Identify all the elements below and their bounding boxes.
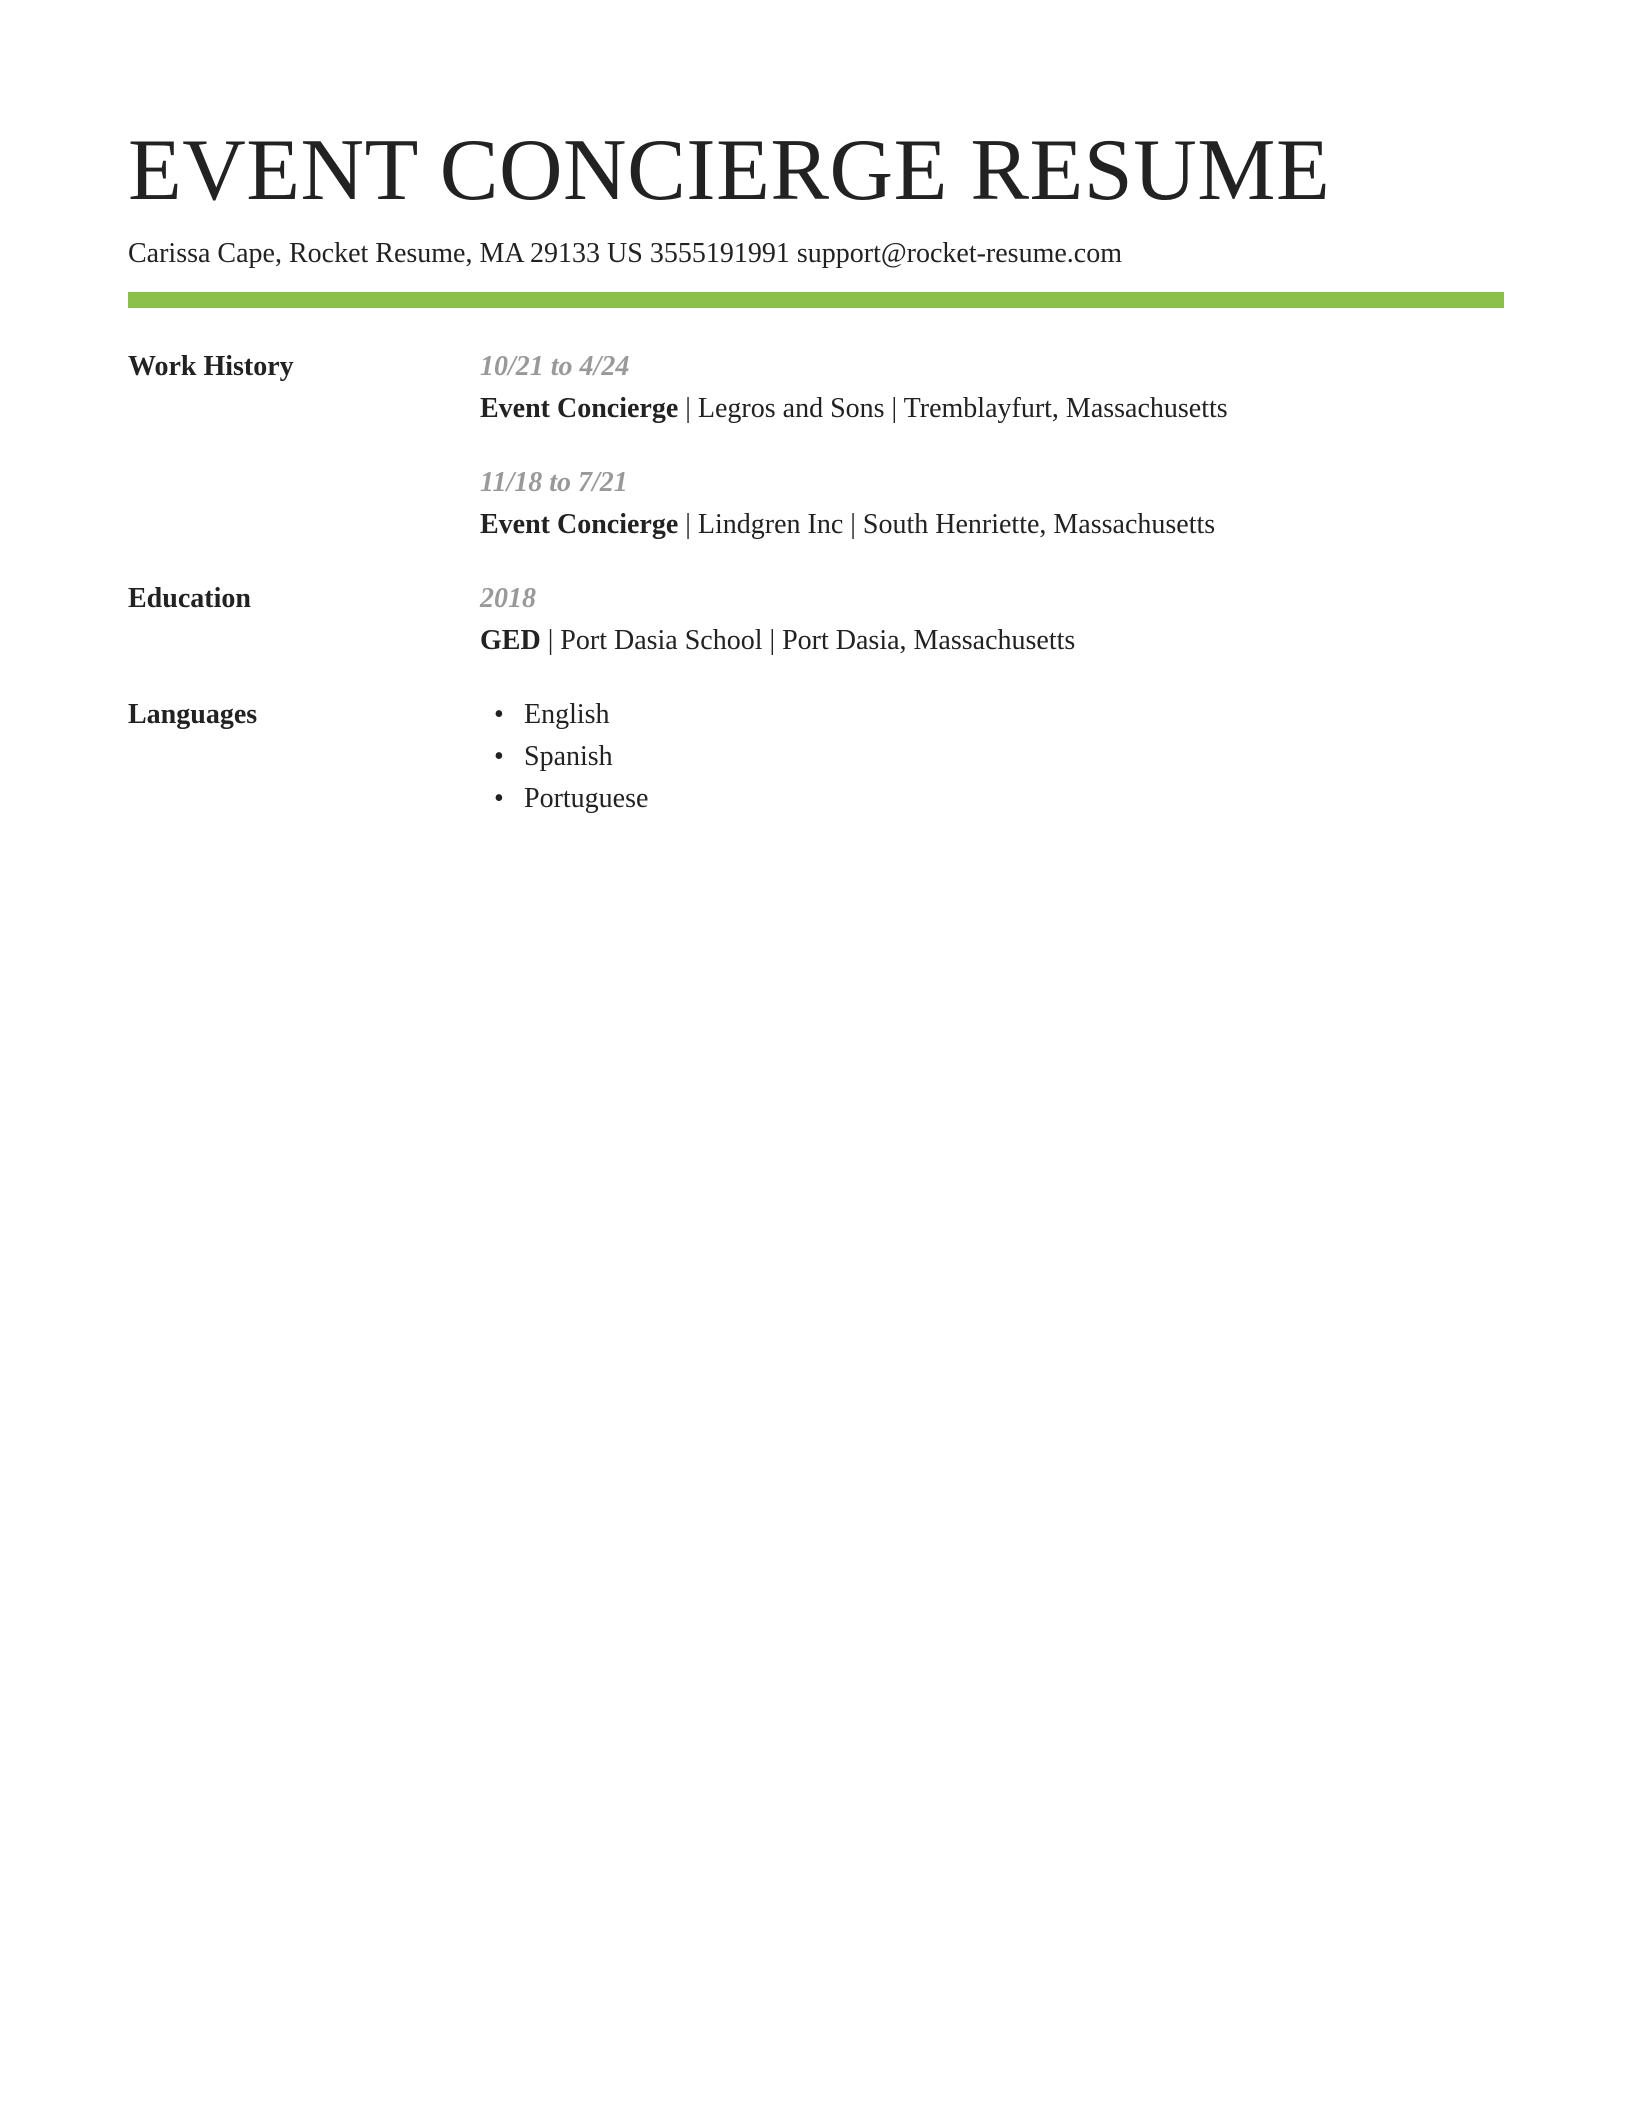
work-entry [480, 465, 1504, 543]
work-entry-date: 10/21 to 4/24 [480, 351, 630, 382]
work-entry-role: Event Concierge [480, 393, 679, 424]
language-item [480, 697, 1504, 733]
language-item [480, 781, 1504, 817]
languages-label: Languages [128, 699, 258, 730]
education-entry-details: | Port Dasia School | Port Dasia, Massachusetts [540, 625, 1076, 656]
languages-list [480, 697, 1504, 817]
work-history-label: Work History [128, 351, 294, 382]
work-entry-details: | Legros and Sons | Tremblayfurt, Massachusetts [678, 393, 1228, 424]
work-entry [480, 349, 1504, 427]
work-entry-line [480, 507, 1504, 543]
work-entry-details: | Lindgren Inc | South Henriette, Massachusetts [678, 509, 1216, 540]
education-entry-degree: GED [480, 625, 541, 656]
languages-section [128, 697, 1504, 823]
header-divider [128, 292, 1504, 308]
contact-phone: 3555191991 [649, 238, 790, 269]
education-entry-line [480, 623, 1504, 659]
education-label: Education [128, 583, 251, 614]
education-entries [480, 581, 1504, 697]
education-entry [480, 581, 1504, 659]
bullet-icon: • [494, 699, 504, 730]
work-history-section [128, 349, 1504, 581]
languages-list-container [480, 697, 1504, 823]
resume-title: EVENT CONCIERGE RESUME [128, 122, 1331, 219]
contact-name: Carissa Cape, [128, 238, 282, 269]
work-entry-date: 11/18 to 7/21 [480, 467, 628, 498]
education-section [128, 581, 1504, 697]
language-item [480, 739, 1504, 775]
education-entry-date: 2018 [480, 583, 536, 614]
work-history-entries [480, 349, 1504, 581]
bullet-icon: • [494, 741, 504, 772]
contact-address: Rocket Resume, MA 29133 US [288, 238, 643, 269]
contact-line [128, 236, 1504, 272]
work-entry-line [480, 391, 1504, 427]
work-entry-role: Event Concierge [480, 509, 679, 540]
bullet-icon: • [494, 783, 504, 814]
language-name: Spanish [524, 741, 613, 772]
contact-email: support@rocket-resume.com [796, 238, 1122, 269]
resume-page [128, 118, 1504, 823]
language-name: English [524, 699, 610, 730]
language-name: Portuguese [524, 783, 649, 814]
